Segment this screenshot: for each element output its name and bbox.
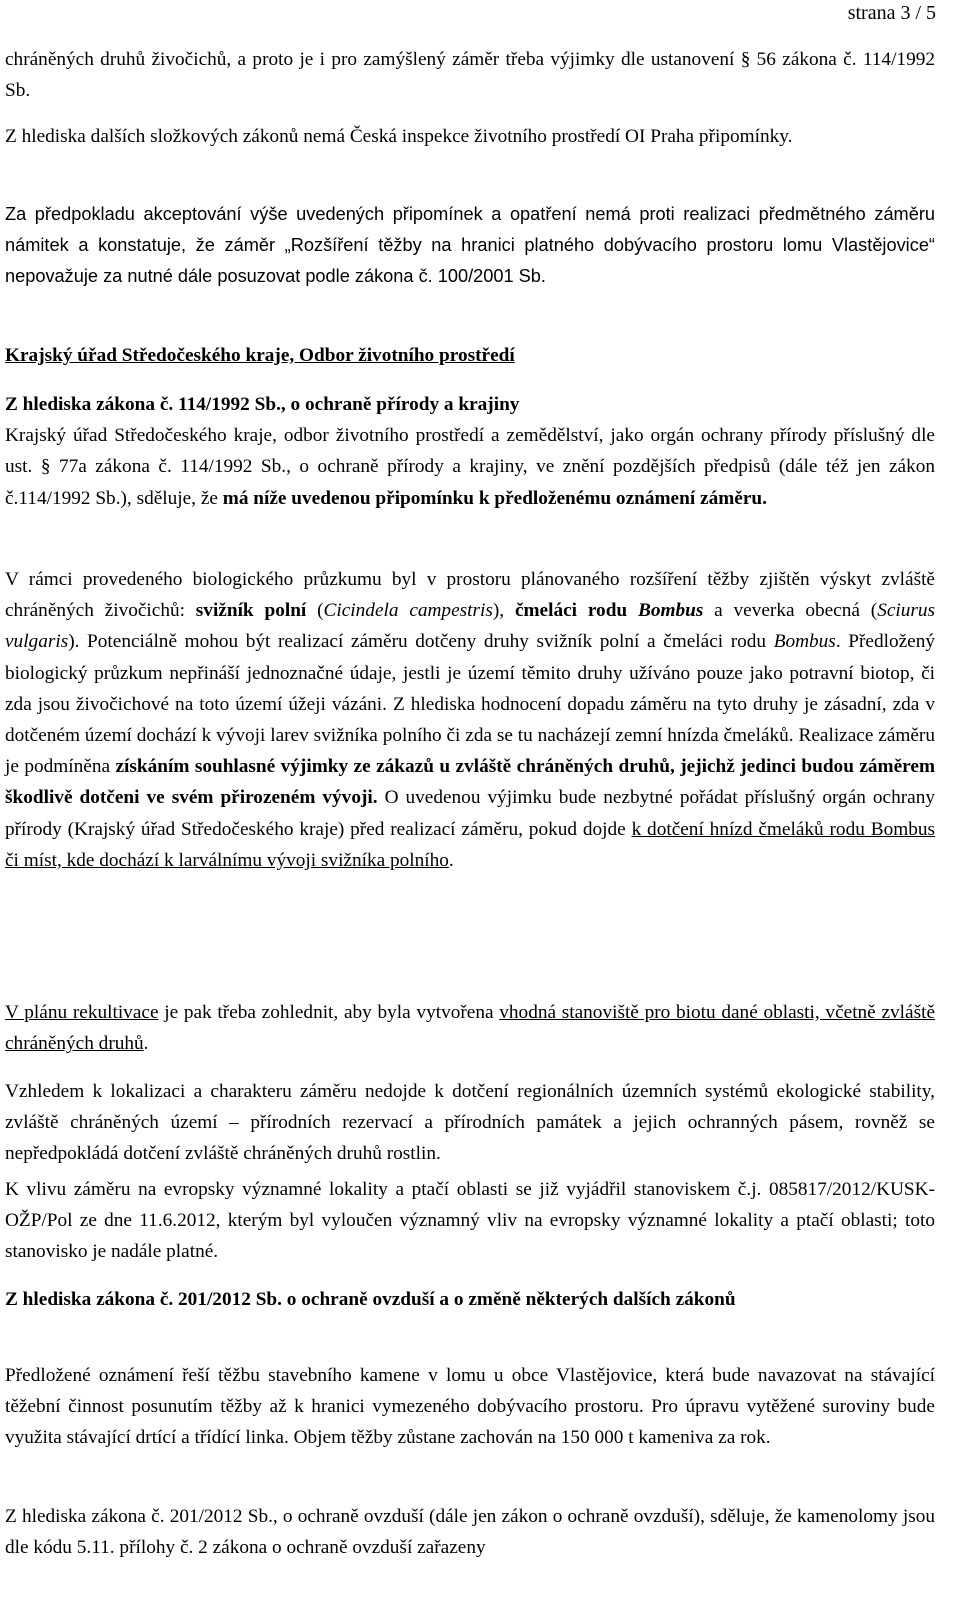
section-heading-air-protection: Z hlediska zákona č. 201/2012 Sb. o ochraně ovzduší a o změně některých dalších zákonů: [5, 1289, 736, 1310]
text: ),: [492, 600, 515, 622]
species-latin: Sciurus vulgaris: [5, 600, 936, 653]
text: V rámci provedeného biologického průzkumu byl v prostoru plánovaného rozšíření těžby zjištěn výskyt zvláště chráněných živočichů:: [5, 569, 935, 622]
text: .: [448, 849, 454, 871]
law-reference-bold: Z hlediska zákona č. 114/1992 Sb.: [5, 394, 281, 415]
paragraph-air-protection-statement: Z hlediska zákona č. 201/2012 Sb., o ochraně ovzduší (dále jen zákon o ochraně ovzduší), sděluje, že kamenolomy jsou dle kódu 5.11. přílohy č. 2 zákona o ochraně ovzduší zařazeny: [5, 1506, 935, 1559]
text-bold: má níže uvedenou připomínku k předloženému oznámení záměru.: [222, 487, 767, 509]
genus-bold-italic: Bombus: [637, 600, 704, 622]
genus-italic: Bombus: [773, 631, 836, 653]
paragraph-conclusion: Za předpokladu akceptování výše uvedených připomínek a opatření nemá proti realizaci předmětného záměru námitek a konstatuje, že záměr „Rozšíření těžby na hranici platného dobývacího prostoru lomu Vlastějovice“ nepovažuje za nutné dále posuzovat podle zákona č. 100/2001 Sb.: [5, 204, 935, 287]
text-underlined: V plánu rekultivace: [5, 1002, 159, 1023]
text: (: [306, 600, 324, 622]
page-number: strana 3 / 5: [847, 2, 936, 24]
species-bold: čmeláci rodu: [514, 600, 638, 622]
text-underlined: k dotčení hnízd čmeláků rodu Bombus či míst, kde dochází k larválnímu vývoji svižníka polního: [5, 818, 935, 871]
paragraph-quarry-description: Předložené oznámení řeší těžbu stavebního kamene v lomu u obce Vlastějovice, která bude navazovat na stávající těžební činnost posunutím těžby až k hranici vymezeného dobývacího prostoru. Pro úpravu vytěžené suroviny bude využita stávající drtící a třídící linka. Objem těžby zůstane zachován na 150 000 t kameniva za rok.: [5, 1365, 935, 1449]
paragraph-continuation: chráněných druhů živočichů, a proto je i pro zamýšlený záměr třeba výjimky dle ustanovení § 56 zákona č. 114/1992 Sb.: [5, 49, 935, 102]
paragraph-other-laws: Z hlediska dalších složkových zákonů nemá Česká inspekce životního prostředí OI Praha připomínky.: [5, 126, 793, 147]
paragraph-biological-survey: [5, 564, 935, 876]
paragraph-natura-opinion: K vlivu záměru na evropsky významné lokality a ptačí oblasti se již vyjádřil stanoviskem č.j. 085817/2012/KUSK-OŽP/Pol ze dne 11.6.2012, kterým byl vyloučen významný vliv na evropsky významné lokality a ptačí oblasti; toto stanovisko je nadále platné.: [5, 1179, 935, 1263]
text: .: [143, 1033, 149, 1055]
text: Krajský úřad Středočeského kraje, odbor životního prostředí a zemědělství, jako orgán ochrany přírody příslušný dle ust. § 77a zákona č. 114/1992 Sb., o ochraně přírody a krajiny, ve znění pozdějších předpisů (dále též jen zákon č.114/1992 Sb.), sděluje, že: [5, 425, 935, 509]
section-heading: Krajský úřad Středočeského kraje, Odbor životního prostředí: [5, 345, 515, 366]
paragraph-reclamation: [5, 997, 935, 1059]
text: je pak třeba zohlednit, aby byla vytvořena: [158, 1002, 500, 1023]
text: O uvedenou výjimku bude nezbytné pořádat příslušný orgán ochrany přírody (Krajský úřad Středočeského kraje) před realizací záměru, pokud dojde: [5, 787, 936, 840]
text: ). Potenciálně mohou být realizací záměru dotčeny druhy svižník polní a čmeláci rodu: [68, 631, 774, 653]
text: . Předložený biologický průzkum nepřináší jednoznačné údaje, jestli je území těmito druhy užíváno pouze jako potravní biotop, či zda jsou živočichové na toto území úžeji vázáni. Z hlediska hodnocení dopadu záměru na tyto druhy je zásadní, zda v dotčeném území dochází k vývoji larev svižníka polního či zda se tu nacházejí zemní hnízda čmeláků. Realizace záměru je podmíněna: [5, 631, 935, 778]
species-bold: svižník polní: [195, 600, 307, 622]
law-title-bold: , o ochraně přírody a krajiny: [280, 394, 520, 415]
species-latin: Cicindela campestris: [323, 600, 493, 622]
paragraph-ecological-stability: Vzhledem k lokalizaci a charakteru záměru nedojde k dotčení regionálních územních systémů ekologické stability, zvláště chráněných území – přírodních rezervací a přírodních památek a jejich ochranných pásem, rovněž se nepředpokládá dotčení zvláště chráněných druhů rostlin.: [5, 1081, 935, 1165]
paragraph-nature-protection: [5, 389, 935, 514]
text: a veverka obecná (: [703, 600, 878, 622]
text-underlined: vhodná stanoviště pro biotu dané oblasti, včetně zvláště chráněných druhů: [5, 1002, 935, 1055]
condition-bold: získáním souhlasné výjimky ze zákazů u zvláště chráněných druhů, jejichž jedinci budou záměrem škodlivě dotčeni ve svém přirozeném vývoji.: [5, 756, 935, 809]
